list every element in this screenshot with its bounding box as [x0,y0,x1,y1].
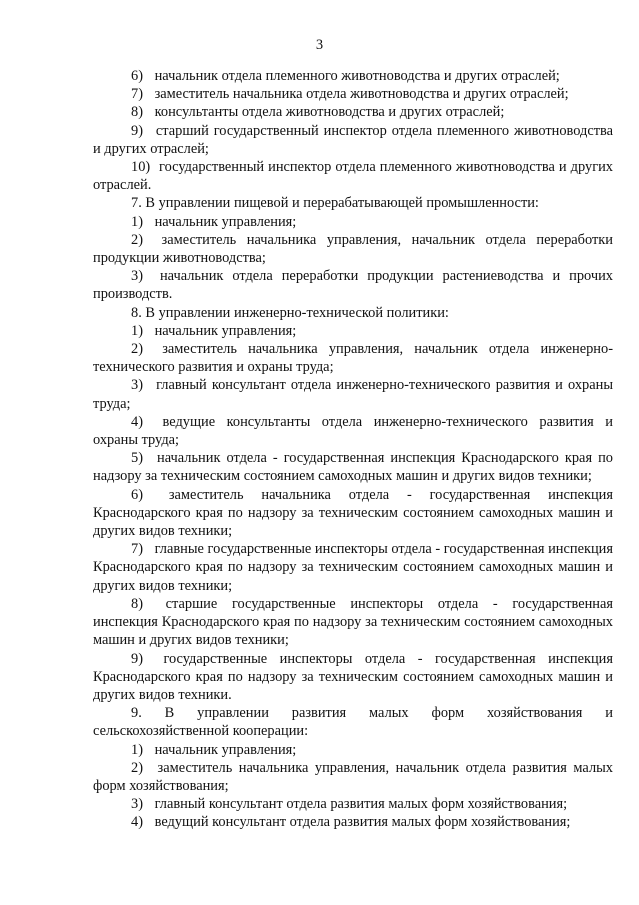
item-text: главный консультант отдела инженерно-технического развития и охраны труда; [93,377,613,412]
list-item [93,650,613,705]
list-item [93,122,613,158]
list-item [93,795,613,813]
item-number: 8) [131,595,143,612]
item-text: старшие государственные инспекторы отдела - государственная инспекция Краснодарского края по надзору за техническим состоянием самоходных машин и других видов техники; [93,595,613,649]
item-number: 6) [131,486,143,503]
item-number: 2) [131,341,143,358]
item-text: заместитель начальника отдела животноводства и других отраслей; [154,86,569,103]
item-text: начальник отдела переработки продукции растениеводства и прочих производств. [93,268,613,303]
item-text: ведущие консультанты отдела инженерно-технического развития и охраны труда; [93,413,613,449]
section-heading: 7. В управлении пищевой и перерабатывающей промышленности: [131,195,539,212]
item-text: начальник отдела племенного животноводства и других отраслей; [154,68,560,84]
list-item [93,540,613,595]
item-text: заместитель начальника управления, начальник отдела развития малых форм хозяйствования; [93,759,613,794]
item-text: начальник управления; [154,741,297,758]
list-item [93,103,613,121]
item-number: 9) [131,650,143,667]
item-text: заместитель начальника управления, начальник отдела переработки продукции животноводства; [93,231,613,267]
item-number: 7) [131,86,143,103]
item-number: 7) [131,541,143,558]
item-number: 4) [131,413,143,430]
section-heading: 8. В управлении инженерно-технической политики: [131,304,449,321]
list-item [93,449,613,485]
page-number: 3 [315,37,324,53]
item-number: 6) [131,68,143,84]
item-number: 4) [131,814,143,831]
section-heading: 9. В управлении развития малых форм хозяйствования и сельскохозяйственной кооперации: [93,705,613,740]
list-item [93,158,613,194]
item-number: 1) [131,213,143,230]
item-text: ведущий консультант отдела развития малых форм хозяйствования; [154,814,571,831]
item-text: начальник управления; [154,213,297,230]
item-number: 2) [131,231,143,248]
list-item [93,231,613,267]
list-item [93,376,613,412]
item-text: государственный инспектор отдела племенного животноводства и других отраслей. [93,159,613,194]
item-text: начальник отдела - государственная инспекция Краснодарского края по надзору за техническим состоянием самоходных машин и других видов техники; [93,450,613,485]
item-number: 3) [131,268,143,285]
list-item [93,340,613,376]
list-item [93,267,613,303]
item-number: 1) [131,741,143,758]
item-text: главный консультант отдела развития малых форм хозяйствования; [154,796,568,813]
list-item [93,813,613,831]
list-item [93,322,613,340]
item-text: государственные инспекторы отдела - государственная инспекция Краснодарского края по надзору за техническим состоянием самоходных машин и других видов техники. [93,650,613,703]
list-item [93,486,613,541]
item-text: заместитель начальника отдела - государственная инспекция Краснодарского края по надзору за техническим состоянием самоходных машин и других видов техники; [93,486,613,540]
list-item [93,595,613,650]
item-number: 5) [131,450,143,467]
list-item [93,85,613,103]
item-text: главные государственные инспекторы отдела - государственная инспекция Краснодарского края по надзору за техническим состоянием самоходных машин и других видов техники; [93,541,613,594]
item-text: старший государственный инспектор отдела племенного животноводства и других отраслей; [93,122,613,157]
item-number: 10) [131,159,151,176]
item-number: 2) [131,759,143,776]
list-item [93,759,613,795]
list-item [93,67,613,85]
document-body [93,67,613,832]
item-text: консультанты отдела животноводства и других отраслей; [154,104,505,121]
item-text: заместитель начальника управления, начальник отдела инженерно-технического развития и охраны труда; [93,341,613,376]
list-item [93,213,613,231]
item-number: 3) [131,377,143,394]
item-number: 3) [131,796,143,813]
item-text: начальник управления; [154,322,297,339]
list-item [93,741,613,759]
item-number: 9) [131,122,143,139]
item-number: 8) [131,104,143,121]
item-number: 1) [131,322,143,339]
list-item [93,413,613,449]
